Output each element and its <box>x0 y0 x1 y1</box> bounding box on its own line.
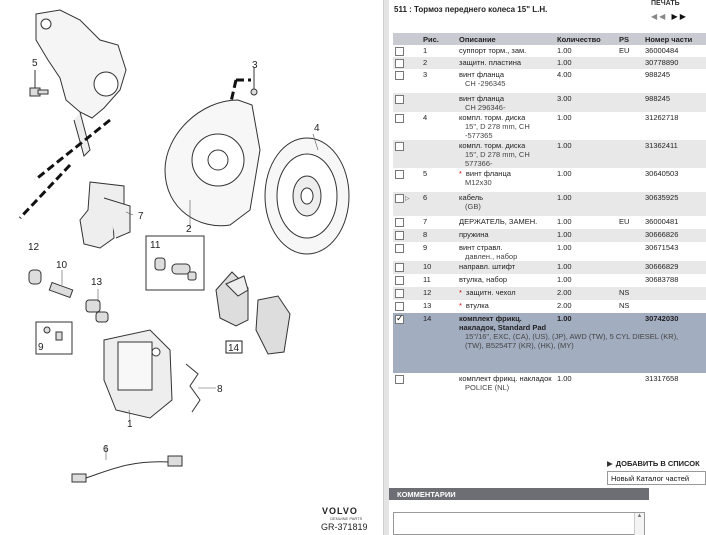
row-select-cell <box>393 216 421 229</box>
row-description-sub: (GB) <box>465 202 481 211</box>
col-quantity[interactable]: Количество <box>555 33 617 45</box>
brake-disc <box>265 138 349 254</box>
row-figure <box>421 93 457 112</box>
star-marker: * <box>459 169 462 178</box>
row-ps: NS <box>617 287 643 300</box>
col-part-number[interactable]: Номер части <box>643 33 706 45</box>
row-description-sub: POLICE (NL) <box>465 383 510 392</box>
row-figure: 12 <box>421 287 457 300</box>
scroll-up-icon[interactable]: ▲ <box>636 513 643 519</box>
row-ps: EU <box>619 217 630 226</box>
row-checkbox[interactable] <box>395 276 404 285</box>
row-part-number[interactable]: 30742030 <box>643 313 706 373</box>
row-quantity: 1.00 <box>557 243 572 252</box>
callout-5: 5 <box>32 58 38 69</box>
row-description <box>457 192 555 216</box>
row-select-cell <box>393 93 421 112</box>
col-ps[interactable]: PS <box>617 33 643 45</box>
comments-header: КОММЕНТАРИИ <box>389 488 649 500</box>
row-ps <box>617 69 643 93</box>
row-description-text: винт стравл. <box>459 243 503 252</box>
row-ps <box>617 93 643 112</box>
row-ps <box>617 373 643 403</box>
row-description <box>457 57 555 69</box>
row-figure: 2 <box>421 57 457 69</box>
row-description-text: пружина <box>459 230 489 239</box>
wear-sensor-cable <box>72 456 182 482</box>
row-select-cell <box>393 242 421 261</box>
row-figure: 11 <box>423 275 431 284</box>
row-description-text: комплект фрикц. накладок <box>459 374 552 383</box>
row-quantity: 1.00 <box>557 46 572 55</box>
row-ps <box>617 140 643 168</box>
row-description <box>457 93 555 112</box>
comments-textarea[interactable] <box>393 512 645 535</box>
add-to-list-label: ДОБАВИТЬ В СПИСОК <box>615 459 700 468</box>
row-quantity: 2.00 <box>557 301 572 310</box>
table-row[interactable] <box>393 313 706 373</box>
row-checkbox[interactable] <box>395 315 404 324</box>
row-description-text: винт фланца <box>459 94 504 103</box>
row-description-text: винт фланца <box>459 70 504 79</box>
row-select-cell <box>393 192 421 216</box>
table-row[interactable] <box>393 373 706 403</box>
genuine-parts-label: GENUINE PARTS <box>330 516 363 521</box>
row-part-number[interactable]: 36000481 <box>645 217 679 226</box>
row-description-text: суппорт торм., зам. <box>459 46 527 55</box>
table-row[interactable] <box>393 140 706 168</box>
steering-knuckle <box>36 10 126 156</box>
row-description <box>457 112 555 140</box>
row-checkbox[interactable] <box>395 289 404 298</box>
row-checkbox[interactable] <box>395 263 404 272</box>
star-marker: * <box>459 288 462 297</box>
print-button[interactable]: ПЕЧАТЬ <box>651 0 680 7</box>
row-part-number[interactable]: 30671543 <box>645 243 679 252</box>
callout-4: 4 <box>314 123 320 134</box>
row-checkbox[interactable] <box>395 218 404 227</box>
row-description-text: защитн. чехол <box>465 288 516 297</box>
caliper-bracket <box>80 182 130 248</box>
row-select-cell <box>393 168 421 192</box>
row-part-number[interactable]: 30683788 <box>645 275 679 284</box>
callout-6: 6 <box>103 444 109 455</box>
callout-11: 11 <box>150 240 161 251</box>
row-checkbox[interactable] <box>395 194 404 203</box>
comments-scrollbar[interactable] <box>634 513 644 535</box>
section-title: 511 : Тормоз переднего колеса 15" L.H. <box>394 5 548 14</box>
row-description-text: компл. торм. диска <box>459 113 526 122</box>
row-select-cell <box>393 287 421 300</box>
row-part-number[interactable]: 31262718 <box>645 113 679 122</box>
row-figure: 9 <box>423 243 428 252</box>
row-quantity: 2.00 <box>555 287 617 300</box>
table-row[interactable] <box>393 216 706 229</box>
row-figure <box>421 140 457 168</box>
col-description[interactable]: Описание <box>457 33 555 45</box>
row-part-number[interactable] <box>643 287 706 300</box>
row-figure: 7 <box>423 217 428 226</box>
row-part-number[interactable]: 988245 <box>645 70 671 79</box>
row-select-cell <box>393 373 421 403</box>
row-quantity: 1.00 <box>557 374 572 383</box>
row-quantity: 1.00 <box>555 261 617 274</box>
row-description <box>457 274 555 287</box>
table-row[interactable] <box>393 229 706 242</box>
col-figure[interactable]: Рис. <box>421 33 457 45</box>
row-description-text: втулка <box>465 301 489 310</box>
add-to-list-button[interactable] <box>607 459 706 470</box>
prev-page-button[interactable]: ◀◀ <box>651 12 668 21</box>
table-row[interactable] <box>393 242 706 261</box>
row-description <box>457 168 555 192</box>
row-figure: 3 <box>423 70 428 79</box>
callout-7: 7 <box>138 211 144 222</box>
row-description-sub: M12x30 <box>465 178 492 187</box>
row-description <box>457 69 555 93</box>
row-figure <box>421 373 457 403</box>
table-row[interactable] <box>393 300 706 313</box>
row-description-text: защитн. пластина <box>459 58 522 67</box>
table-row[interactable] <box>393 45 706 57</box>
table-row[interactable] <box>393 57 706 69</box>
star-marker: * <box>459 301 462 310</box>
row-select-cell <box>393 300 421 313</box>
row-part-number[interactable]: 30778890 <box>643 57 706 69</box>
row-ps <box>617 57 643 69</box>
table-row[interactable] <box>393 168 706 192</box>
row-extra-marker[interactable]: ▷ <box>405 196 410 202</box>
parts-table <box>393 33 706 403</box>
row-ps: NS <box>619 301 630 310</box>
row-description-text: кабель <box>459 193 484 202</box>
row-checkbox[interactable] <box>395 244 404 253</box>
table-row[interactable] <box>393 287 706 300</box>
table-row[interactable] <box>393 261 706 274</box>
row-ps: EU <box>619 46 630 55</box>
row-figure: 8 <box>421 229 457 242</box>
row-quantity: 1.00 <box>557 113 572 122</box>
diagram-reference: GR-371819 <box>321 522 368 532</box>
row-select-cell <box>393 45 421 57</box>
row-description-text: винт фланца <box>465 169 511 178</box>
row-description-text: втулка, набор <box>459 275 508 284</box>
row-description <box>457 140 555 168</box>
row-quantity: 1.00 <box>557 275 572 284</box>
row-quantity: 1.00 <box>555 229 617 242</box>
row-quantity: 4.00 <box>557 70 572 79</box>
row-quantity: 3.00 <box>555 93 617 112</box>
row-description-text: направл. штифт <box>459 262 516 271</box>
row-ps <box>617 112 643 140</box>
row-select-cell <box>393 112 421 140</box>
row-quantity: 1.00 <box>555 192 617 216</box>
row-part-number[interactable] <box>643 300 706 313</box>
row-part-number[interactable]: 31362411 <box>643 140 706 168</box>
col-select <box>393 33 421 45</box>
row-checkbox[interactable] <box>395 47 404 56</box>
row-description <box>457 216 555 229</box>
row-figure: 5 <box>423 169 428 178</box>
row-ps <box>617 261 643 274</box>
row-checkbox[interactable] <box>395 95 404 104</box>
row-part-number[interactable]: 30666826 <box>643 229 706 242</box>
row-figure: 4 <box>423 113 428 122</box>
table-row[interactable] <box>393 93 706 112</box>
row-checkbox[interactable] <box>395 142 404 151</box>
row-checkbox[interactable] <box>395 375 404 384</box>
row-ps <box>617 274 643 287</box>
callout-9: 9 <box>38 342 44 353</box>
row-description-text: ДЕРЖАТЕЛЬ, ЗАМЕН. <box>459 217 538 226</box>
row-ps <box>617 229 643 242</box>
row-description <box>457 261 555 274</box>
row-description <box>457 287 555 300</box>
row-quantity: 1.00 <box>557 169 572 178</box>
callout-14: 14 <box>228 343 240 354</box>
row-quantity: 1.00 <box>555 57 617 69</box>
row-quantity: 1.00 <box>555 313 617 373</box>
row-checkbox[interactable] <box>395 170 404 179</box>
row-ps <box>617 242 643 261</box>
row-select-cell <box>393 57 421 69</box>
row-select-cell <box>393 140 421 168</box>
row-description-text: компл. торм. диска <box>459 141 526 150</box>
row-checkbox[interactable] <box>395 231 404 240</box>
row-description-sub: CH -296345 <box>465 79 506 88</box>
table-header <box>393 33 706 45</box>
row-quantity: 1.00 <box>557 217 572 226</box>
pager <box>651 12 688 21</box>
row-part-number[interactable]: 30640503 <box>645 169 679 178</box>
callout-13: 13 <box>91 277 103 288</box>
row-description <box>457 242 555 261</box>
row-part-number[interactable]: 30635925 <box>643 192 706 216</box>
row-description-text: комплект фрикц. накладок, Standard Pad <box>459 314 547 332</box>
row-figure: 1 <box>423 46 428 55</box>
callout-12: 12 <box>28 242 40 253</box>
row-ps <box>617 168 643 192</box>
table-row[interactable] <box>393 112 706 140</box>
row-description-sub: 15", D 278 mm, CH 577366- <box>465 150 530 168</box>
volvo-logo: VOLVO <box>322 506 358 516</box>
row-figure: 6 <box>421 192 457 216</box>
table-row[interactable] <box>393 274 706 287</box>
row-quantity: 1.00 <box>555 140 617 168</box>
table-row[interactable] <box>393 192 706 216</box>
row-select-cell <box>393 261 421 274</box>
row-description <box>457 229 555 242</box>
row-description-sub: 15", D 278 mm, CH -577365 <box>465 122 530 140</box>
add-arrow-icon: ▶ <box>607 459 613 468</box>
row-ps <box>617 192 643 216</box>
row-select-cell <box>393 229 421 242</box>
row-description <box>457 45 555 57</box>
callout-8: 8 <box>217 384 223 395</box>
brake-caliper <box>104 330 172 418</box>
row-select-cell <box>393 274 421 287</box>
callout-1: 1 <box>127 419 133 430</box>
row-part-number[interactable]: 30666829 <box>643 261 706 274</box>
splash-shield <box>165 100 260 226</box>
row-checkbox[interactable] <box>395 114 404 123</box>
row-part-number[interactable]: 988245 <box>643 93 706 112</box>
parts-panel <box>389 0 706 535</box>
row-part-number[interactable]: 36000484 <box>645 46 679 55</box>
row-description <box>457 373 555 403</box>
row-select-cell <box>393 69 421 93</box>
callout-10: 10 <box>56 260 68 271</box>
part-5-bolt <box>30 70 48 96</box>
row-figure: 10 <box>421 261 457 274</box>
row-description-sub: CH 296346- <box>465 103 506 112</box>
catalog-select[interactable]: Новый Каталог частей <box>607 471 706 485</box>
row-figure: 13 <box>423 301 432 310</box>
next-page-button[interactable]: ▶▶ <box>671 12 688 21</box>
row-part-number[interactable]: 31317658 <box>645 374 679 383</box>
table-row[interactable] <box>393 69 706 93</box>
row-description-sub: 15"/16", EXC, (CA), (US), (JP), AWD (TW), 5 CYL DIESEL (KR), (TW), B5254T7 (KR), (HK), (MY) <box>465 332 679 350</box>
row-description <box>457 300 555 313</box>
callout-2: 2 <box>186 224 192 235</box>
row-checkbox[interactable] <box>395 59 404 68</box>
row-description-sub: давлен., набор <box>465 252 518 261</box>
row-select-cell <box>393 313 421 373</box>
row-checkbox[interactable] <box>395 71 404 80</box>
row-figure: 14 <box>421 313 457 373</box>
callout-3: 3 <box>252 60 258 71</box>
row-checkbox[interactable] <box>395 302 404 311</box>
